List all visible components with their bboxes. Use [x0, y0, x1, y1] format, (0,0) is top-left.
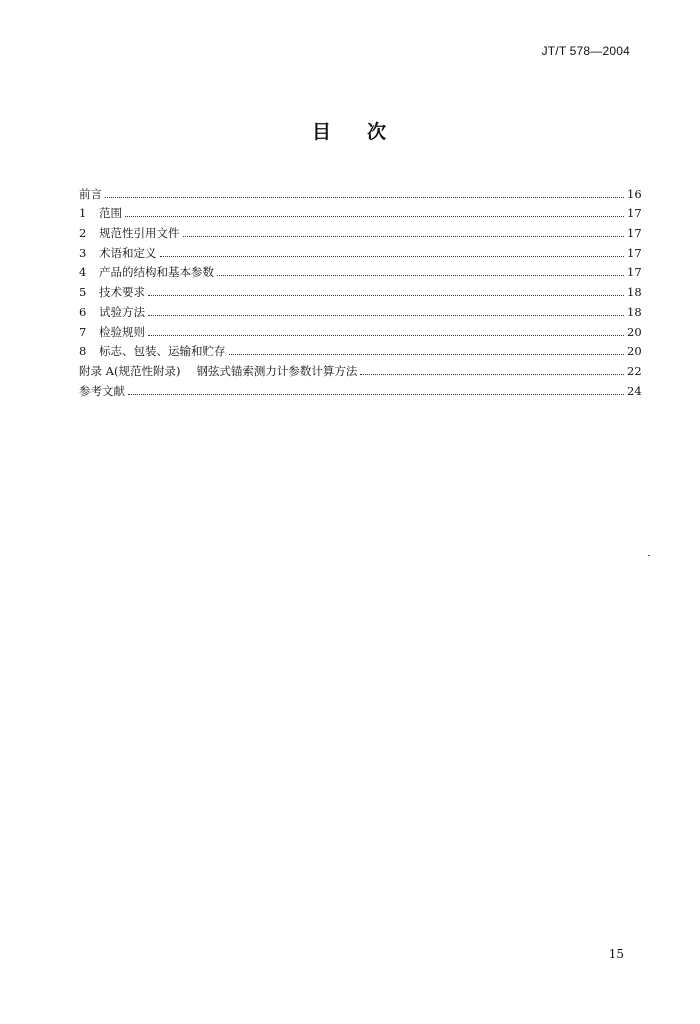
toc-entry-page: 20 [627, 324, 642, 339]
table-of-contents [79, 181, 641, 398]
toc-leader-dots [217, 275, 624, 276]
toc-entry-4[interactable] [79, 260, 641, 280]
toc-entry-page: 24 [627, 383, 642, 398]
toc-entry-label: 检验规则 [99, 324, 145, 339]
toc-entry-page: 22 [627, 363, 642, 378]
toc-entry-number: 1 [79, 206, 87, 221]
toc-entry-6[interactable] [79, 299, 641, 319]
toc-entry-references[interactable] [79, 378, 641, 398]
toc-leader-dots [125, 216, 624, 217]
toc-entry-label: 试验方法 [99, 304, 145, 319]
toc-leader-dots [148, 315, 624, 316]
toc-leader-dots [183, 236, 625, 237]
toc-entry-label: 前言 [79, 186, 102, 201]
toc-entry-page: 17 [627, 245, 642, 260]
toc-entry-number: 3 [79, 245, 87, 260]
toc-entry-label: 规范性引用文件 [99, 226, 180, 241]
toc-entry-number: 5 [79, 285, 87, 300]
toc-leader-dots [148, 295, 624, 296]
toc-entry-8[interactable] [79, 339, 641, 359]
toc-entry-number: 4 [79, 265, 87, 280]
toc-entry-number: 2 [79, 226, 87, 241]
toc-entry-number: 6 [79, 304, 87, 319]
toc-entry-number: 7 [79, 324, 87, 339]
toc-leader-dots [360, 374, 624, 375]
toc-entry-5[interactable] [79, 279, 641, 299]
toc-entry-2[interactable] [79, 220, 641, 240]
toc-entry-label: 附录 A(规范性附录) [79, 363, 181, 378]
toc-title-part2: 次 [367, 121, 389, 143]
toc-entry-7[interactable] [79, 319, 641, 339]
toc-entry-page: 17 [627, 226, 642, 241]
toc-entry-page: 20 [627, 344, 642, 359]
toc-entry-label: 标志、包装、运输和贮存 [99, 344, 226, 359]
toc-entry-page: 17 [627, 206, 642, 221]
toc-entry-page: 17 [627, 265, 642, 280]
toc-leader-dots [148, 335, 624, 336]
toc-title-part1: 目 [311, 121, 333, 143]
toc-annex-title: 钢弦式锚索测力计参数计算方法 [196, 363, 358, 378]
toc-entry-number: 8 [79, 344, 87, 359]
toc-entry-label: 技术要求 [99, 285, 145, 300]
toc-entry-foreword[interactable] [79, 181, 641, 201]
toc-entry-page: 16 [627, 186, 642, 201]
toc-leader-dots [105, 197, 624, 198]
toc-entry-annex-a[interactable] [79, 358, 641, 378]
toc-entry-label: 参考文献 [79, 383, 125, 398]
toc-entry-page: 18 [627, 304, 642, 319]
page-number: 15 [608, 947, 624, 961]
scan-artifact-mark [648, 555, 650, 556]
toc-entry-label: 术语和定义 [99, 245, 157, 260]
toc-entry-label: 产品的结构和基本参数 [99, 265, 214, 280]
toc-entry-3[interactable] [79, 240, 641, 260]
toc-entry-label: 范围 [99, 206, 122, 221]
toc-title [0, 117, 700, 144]
standard-code: JT/T 578—2004 [541, 44, 630, 58]
toc-entry-page: 18 [627, 285, 642, 300]
toc-entry-1[interactable] [79, 201, 641, 221]
toc-leader-dots [229, 354, 625, 355]
toc-leader-dots [128, 394, 624, 395]
toc-leader-dots [160, 256, 625, 257]
